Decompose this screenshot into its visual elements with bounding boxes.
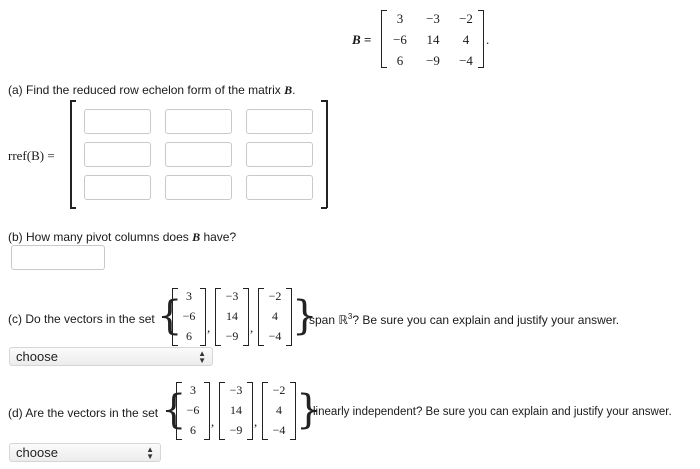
rref-input-r2c3[interactable] bbox=[246, 142, 313, 167]
part-b-prompt: (b) How many pivot columns does bbox=[8, 230, 189, 244]
part-c-vector-3 bbox=[258, 288, 292, 346]
part-c-superscript: 3 bbox=[347, 312, 353, 321]
pivot-count-input[interactable] bbox=[11, 245, 105, 270]
part-d-select-value: choose bbox=[16, 445, 58, 460]
part-a-prompt: (a) Find the reduced row echelon form of the matrix bbox=[8, 83, 281, 97]
vector-entry: −6 bbox=[182, 309, 196, 323]
rref-right-cap-top bbox=[321, 100, 327, 102]
part-a-prompt-end: . bbox=[292, 83, 296, 97]
rref-left-cap-top bbox=[70, 100, 76, 102]
matrix-b-label: B = bbox=[352, 32, 372, 47]
matrix-b-cell: −2 bbox=[459, 11, 473, 26]
part-d-vector-1 bbox=[176, 382, 210, 440]
matrix-b-period: . bbox=[486, 32, 490, 47]
part-c-left-brace: { bbox=[157, 293, 183, 339]
part-a-question bbox=[8, 83, 296, 98]
vector-entry: 4 bbox=[272, 309, 278, 323]
part-c-prompt-tail: ? Be sure you can explain and justify your answer. bbox=[352, 313, 620, 327]
matrix-b-cell: −6 bbox=[393, 32, 407, 47]
part-c-vector-2 bbox=[215, 288, 249, 346]
matrix-b-cell: 6 bbox=[396, 53, 404, 68]
part-c-answer-select[interactable] bbox=[9, 347, 213, 366]
vector-entry: −2 bbox=[268, 289, 282, 303]
vector-entry: 6 bbox=[190, 423, 196, 437]
rref-label: rref(B) = bbox=[8, 148, 55, 163]
vector-entry: 4 bbox=[276, 403, 282, 417]
part-d-prompt-end: linearly independent? Be sure you can explain and justify your answer. bbox=[313, 406, 672, 418]
vector-entry: 14 bbox=[226, 309, 238, 323]
matrix-b-cell: −4 bbox=[459, 53, 473, 68]
rref-input-r3c1[interactable] bbox=[84, 175, 151, 200]
vector-entry: 14 bbox=[230, 403, 242, 417]
part-d-prompt-start: (d) Are the vectors in the set bbox=[8, 406, 159, 420]
part-d-vector-2 bbox=[219, 382, 253, 440]
rref-left-bracket bbox=[70, 100, 72, 208]
part-c-select-value: choose bbox=[16, 349, 58, 364]
part-b-question bbox=[8, 230, 236, 245]
select-arrows-icon: ▲ ▼ bbox=[146, 445, 154, 461]
rref-left-cap-bottom bbox=[70, 207, 76, 209]
rref-input-r1c2[interactable] bbox=[165, 109, 232, 134]
vector-separator-comma: , bbox=[207, 320, 211, 335]
rref-right-bracket bbox=[326, 100, 328, 208]
rref-input-r2c2[interactable] bbox=[165, 142, 232, 167]
vector-separator-comma: , bbox=[254, 414, 258, 429]
part-d-answer-select[interactable] bbox=[9, 443, 161, 462]
rref-input-r2c1[interactable] bbox=[84, 142, 151, 167]
matrix-b-cell: −9 bbox=[426, 53, 440, 68]
part-c-vector-1 bbox=[172, 288, 206, 346]
matrix-b-cell: 3 bbox=[396, 11, 404, 26]
vector-entry: −6 bbox=[186, 403, 200, 417]
vector-separator-comma: , bbox=[211, 414, 215, 429]
part-c-right-brace: } bbox=[292, 293, 318, 339]
vector-entry: −4 bbox=[268, 329, 282, 343]
rref-input-r1c3[interactable] bbox=[246, 109, 313, 134]
part-d-left-brace: { bbox=[161, 387, 187, 433]
vector-entry: −3 bbox=[225, 289, 239, 303]
vector-separator-comma: , bbox=[250, 320, 254, 335]
rref-input-r1c1[interactable] bbox=[84, 109, 151, 134]
rref-input-r3c3[interactable] bbox=[246, 175, 313, 200]
part-c-prompt-end: span ℝ bbox=[309, 313, 348, 327]
part-a-matrix-name: B bbox=[284, 83, 293, 97]
matrix-b-cell: 14 bbox=[426, 32, 440, 47]
part-b-matrix-name: B bbox=[192, 230, 201, 244]
vector-entry: −3 bbox=[229, 383, 243, 397]
part-d-vector-3 bbox=[262, 382, 296, 440]
part-d-right-brace: } bbox=[296, 387, 322, 433]
vector-entry: −9 bbox=[225, 329, 239, 343]
part-b-prompt-end: have? bbox=[203, 230, 237, 244]
matrix-b-cell: 4 bbox=[462, 32, 470, 47]
matrix-b-cell: −3 bbox=[426, 11, 440, 26]
vector-entry: −2 bbox=[272, 383, 286, 397]
vector-entry: −9 bbox=[229, 423, 243, 437]
rref-right-cap-bottom bbox=[321, 207, 327, 209]
vector-entry: 3 bbox=[186, 289, 192, 303]
part-c-prompt-start: (c) Do the vectors in the set bbox=[8, 312, 155, 326]
vector-entry: −4 bbox=[272, 423, 286, 437]
vector-entry: 6 bbox=[186, 329, 192, 343]
rref-input-r3c2[interactable] bbox=[165, 175, 232, 200]
select-arrows-icon: ▲ ▼ bbox=[198, 349, 206, 365]
vector-entry: 3 bbox=[190, 383, 196, 397]
part-c-prompt-tail-line bbox=[309, 312, 619, 327]
